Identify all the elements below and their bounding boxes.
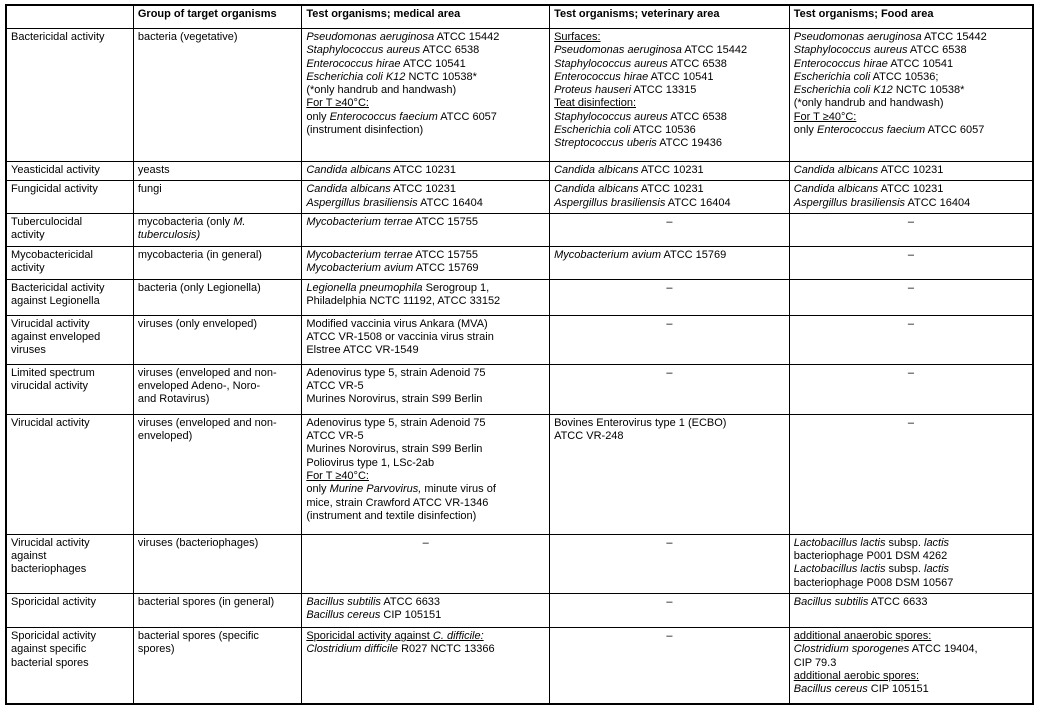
cell-food — [789, 279, 1033, 315]
cell-veterinary — [550, 628, 790, 704]
table-row — [6, 181, 1033, 214]
cell-activity — [6, 364, 133, 414]
cell-line: Sporicidal activity — [11, 596, 96, 609]
cell-line: Pseudomonas aeruginosa ATCC 15442 — [554, 44, 748, 57]
cell-line: Bacillus subtilis ATCC 6633 — [793, 596, 928, 609]
cell-line: Virucidal activity — [11, 536, 90, 549]
cell-line: enveloped) — [137, 430, 193, 443]
cell-line: Virucidal activity — [11, 416, 90, 429]
cell-line: Aspergillus brasiliensis ATCC 16404 — [306, 196, 483, 209]
cell-line: Pseudomonas aeruginosa ATCC 15442 — [306, 31, 500, 43]
cell-line: ATCC VR-5 — [306, 430, 364, 443]
table-row — [6, 29, 1033, 162]
cell-line: Bacillus cereus CIP 105151 — [306, 609, 442, 622]
cell-line: – — [666, 596, 673, 609]
cell-line: Pseudomonas aeruginosa ATCC 15442 — [793, 31, 987, 43]
cell-line: Surfaces: — [554, 31, 601, 43]
cell-line: activity — [11, 262, 45, 275]
header-row — [6, 5, 1033, 29]
cell-line: viruses (enveloped and non- — [137, 416, 277, 429]
header-cell-group: Group of target organisms — [133, 5, 301, 29]
cell-line: – — [907, 215, 914, 228]
cell-veterinary — [550, 246, 790, 279]
cell-activity — [6, 315, 133, 364]
table-row — [6, 315, 1033, 364]
cell-line: additional anaerobic spores: — [793, 630, 932, 643]
cell-veterinary — [550, 534, 790, 593]
cell-line: bacteria (vegetative) — [137, 31, 238, 43]
cell-line: Enterococcus hirae ATCC 10541 — [793, 57, 954, 70]
table-row — [6, 364, 1033, 414]
cell-veterinary — [550, 213, 790, 246]
cell-line: Staphylococcus aureus ATCC 6538 — [554, 57, 727, 70]
cell-line: Mycobactericidal — [11, 248, 93, 261]
cell-line: Sporicidal activity — [11, 630, 96, 643]
cell-line: For T ≥40°C: — [306, 97, 369, 110]
cell-line: Staphylococcus aureus ATCC 6538 — [554, 110, 727, 123]
table-row — [6, 414, 1033, 534]
cell-medical — [302, 315, 550, 364]
cell-food — [789, 181, 1033, 214]
cell-line: Mycobacterium terrae ATCC 15755 — [306, 248, 478, 261]
cell-line: Clostridium sporogenes ATCC 19404, — [793, 643, 978, 656]
cell-activity — [6, 181, 133, 214]
cell-line: Limited spectrum — [11, 366, 95, 379]
cell-line: against specific — [11, 643, 87, 656]
cell-food — [789, 315, 1033, 364]
cell-line: Murines Norovirus, strain S99 Berlin — [306, 393, 483, 406]
cell-activity — [6, 594, 133, 628]
cell-group — [133, 364, 301, 414]
cell-food — [789, 246, 1033, 279]
cell-line: Lactobacillus lactis subsp. lactis — [793, 563, 950, 576]
cell-medical — [302, 364, 550, 414]
cell-line: Lactobacillus lactis subsp. lactis — [793, 536, 950, 549]
cell-group — [133, 29, 301, 162]
cell-line: Candida albicans ATCC 10231 — [306, 164, 456, 176]
cell-food — [789, 534, 1033, 593]
cell-line: spores) — [137, 643, 175, 656]
cell-line: virucidal activity — [11, 380, 89, 393]
cell-line: (*only handrub and handwash) — [793, 97, 944, 110]
cell-line: Staphylococcus aureus ATCC 6538 — [793, 44, 967, 57]
cell-group — [133, 628, 301, 704]
cell-line: Mycobacterium avium ATCC 15769 — [306, 262, 479, 275]
cell-line: bacterial spores — [11, 656, 89, 669]
cell-line: Bacillus cereus CIP 105151 — [793, 683, 929, 696]
cell-line: Candida albicans ATCC 10231 — [793, 164, 944, 176]
cell-veterinary — [550, 279, 790, 315]
cell-line: bacterial spores (in general) — [137, 596, 275, 609]
table-row — [6, 534, 1033, 593]
cell-medical — [302, 594, 550, 628]
cell-food — [789, 364, 1033, 414]
cell-line: Virucidal activity — [11, 317, 90, 330]
cell-line: Bacillus subtilis ATCC 6633 — [306, 596, 441, 609]
cell-line: – — [666, 630, 673, 643]
cell-line: enveloped Adeno-, Noro- — [137, 380, 261, 393]
cell-line: Murines Norovirus, strain S99 Berlin — [306, 443, 483, 456]
cell-line: Teat disinfection: — [554, 97, 636, 110]
cell-group — [133, 279, 301, 315]
cell-line: against — [11, 550, 47, 563]
cell-line: activity — [11, 229, 45, 242]
cell-group — [133, 181, 301, 214]
cell-line: bacterial spores (specific — [137, 630, 259, 643]
cell-medical — [302, 628, 550, 704]
cell-line: viruses (only enveloped) — [137, 317, 258, 330]
cell-line: For T ≥40°C: — [306, 470, 369, 483]
cell-line: CIP 79.3 — [793, 656, 837, 669]
cell-group — [133, 246, 301, 279]
cell-line: Philadelphia NCTC 11192, ATCC 33152 — [306, 295, 501, 308]
test-organisms-table — [5, 4, 1034, 705]
cell-line: – — [907, 281, 914, 294]
cell-line: against enveloped — [11, 331, 101, 344]
table-row — [6, 246, 1033, 279]
cell-activity — [6, 279, 133, 315]
cell-line: Escherichia coli ATCC 10536; — [793, 70, 939, 83]
cell-medical — [302, 181, 550, 214]
cell-line: Tuberculocidal — [11, 215, 83, 228]
cell-veterinary — [550, 414, 790, 534]
cell-medical — [302, 246, 550, 279]
table-row — [6, 162, 1033, 181]
cell-line: (instrument disinfection) — [306, 124, 424, 137]
cell-group — [133, 162, 301, 181]
cell-veterinary — [550, 29, 790, 162]
cell-line: only Enterococcus faecium ATCC 6057 — [793, 124, 985, 137]
cell-line: Bactericidal activity — [11, 281, 105, 294]
cell-line: Staphylococcus aureus ATCC 6538 — [306, 44, 480, 57]
cell-line: ATCC VR-248 — [554, 430, 624, 443]
cell-line: Candida albicans ATCC 10231 — [793, 183, 944, 196]
cell-activity — [6, 414, 133, 534]
cell-line: Escherichia coli K12 NCTC 10538* — [793, 84, 965, 97]
cell-line: Poliovirus type 1, LSc-2ab — [306, 456, 435, 469]
cell-medical — [302, 534, 550, 593]
cell-line: viruses — [11, 344, 46, 357]
cell-activity — [6, 534, 133, 593]
cell-medical — [302, 213, 550, 246]
cell-medical — [302, 414, 550, 534]
cell-line: bacteriophage P001 DSM 4262 — [793, 550, 948, 563]
header-cell-veterinary: Test organisms; veterinary area — [550, 5, 790, 29]
cell-line: Bactericidal activity — [11, 31, 105, 43]
cell-veterinary — [550, 364, 790, 414]
cell-line: Fungicidal activity — [11, 183, 98, 196]
cell-food — [789, 594, 1033, 628]
cell-medical — [302, 29, 550, 162]
cell-group — [133, 213, 301, 246]
cell-activity — [6, 628, 133, 704]
cell-line: and Rotavirus) — [137, 393, 210, 406]
cell-line: Bovines Enterovirus type 1 (ECBO) — [554, 416, 727, 429]
cell-line: Adenovirus type 5, strain Adenoid 75 — [306, 366, 486, 379]
cell-line: against Legionella — [11, 295, 100, 308]
cell-food — [789, 414, 1033, 534]
cell-food — [789, 213, 1033, 246]
cell-line: – — [666, 536, 673, 549]
cell-line: mycobacteria (only M. — [137, 215, 246, 228]
cell-group — [133, 414, 301, 534]
cell-line: only Murine Parvovirus, minute virus of — [306, 483, 496, 496]
cell-activity — [6, 29, 133, 162]
cell-activity — [6, 213, 133, 246]
cell-line: Escherichia coli ATCC 10536 — [554, 124, 696, 137]
cell-line: ATCC VR-5 — [306, 380, 364, 393]
cell-line: Yeasticidal activity — [11, 164, 100, 176]
table-row — [6, 628, 1033, 704]
cell-line: Enterococcus hirae ATCC 10541 — [306, 57, 466, 70]
cell-line: bacteria (only Legionella) — [137, 281, 261, 294]
cell-activity — [6, 162, 133, 181]
cell-line: (instrument and textile disinfection) — [306, 509, 477, 522]
cell-food — [789, 29, 1033, 162]
cell-group — [133, 594, 301, 628]
cell-line: mice, strain Crawford ATCC VR-1346 — [306, 496, 489, 509]
table-row — [6, 279, 1033, 315]
cell-line: mycobacteria (in general) — [137, 248, 262, 261]
cell-line: fungi — [137, 183, 162, 196]
header-cell-medical: Test organisms; medical area — [302, 5, 550, 29]
cell-line: – — [907, 317, 914, 330]
cell-line: tuberculosis) — [137, 229, 201, 242]
cell-line: Clostridium difficile R027 NCTC 13366 — [306, 643, 495, 656]
cell-line: Mycobacterium avium ATCC 15769 — [554, 248, 727, 261]
cell-food — [789, 628, 1033, 704]
cell-line: – — [666, 317, 673, 330]
cell-food — [789, 162, 1033, 181]
cell-group — [133, 315, 301, 364]
cell-line: viruses (enveloped and non- — [137, 366, 277, 379]
cell-medical — [302, 279, 550, 315]
cell-line: – — [907, 366, 914, 379]
cell-medical — [302, 162, 550, 181]
cell-veterinary — [550, 594, 790, 628]
cell-line: Enterococcus hirae ATCC 10541 — [554, 70, 714, 83]
cell-line: yeasts — [137, 164, 170, 176]
table-row — [6, 594, 1033, 628]
cell-line: only Enterococcus faecium ATCC 6057 — [306, 110, 497, 123]
cell-line: Sporicidal activity against C. difficile: — [306, 630, 484, 643]
cell-veterinary — [550, 181, 790, 214]
cell-line: Candida albicans ATCC 10231 — [306, 183, 456, 196]
table-body — [6, 29, 1033, 704]
cell-line: ATCC VR-1508 or vaccinia virus strain — [306, 331, 494, 344]
cell-line: Escherichia coli K12 NCTC 10538* — [306, 70, 477, 83]
cell-line: bacteriophage P008 DSM 10567 — [793, 576, 954, 589]
cell-line: Aspergillus brasiliensis ATCC 16404 — [554, 196, 731, 209]
cell-line: Modified vaccinia virus Ankara (MVA) — [306, 317, 488, 330]
cell-line: Adenovirus type 5, strain Adenoid 75 — [306, 416, 486, 429]
cell-group — [133, 534, 301, 593]
cell-line: – — [422, 536, 429, 549]
cell-line: Legionella pneumophila Serogroup 1, — [306, 281, 490, 294]
header-cell-food: Test organisms; Food area — [789, 5, 1033, 29]
cell-line: Elstree ATCC VR-1549 — [306, 344, 419, 357]
cell-line: – — [666, 281, 673, 294]
cell-line: Candida albicans ATCC 10231 — [554, 183, 704, 196]
cell-activity — [6, 246, 133, 279]
table-row — [6, 213, 1033, 246]
cell-line: bacteriophages — [11, 563, 87, 576]
cell-line: (*only handrub and handwash) — [306, 84, 457, 97]
cell-line: – — [666, 366, 673, 379]
cell-line: – — [907, 416, 914, 429]
cell-line: Streptococcus uberis ATCC 19436 — [554, 137, 723, 150]
cell-line: Proteus hauseri ATCC 13315 — [554, 84, 697, 97]
cell-veterinary — [550, 315, 790, 364]
cell-line: Mycobacterium terrae ATCC 15755 — [306, 215, 478, 228]
cell-line: Aspergillus brasiliensis ATCC 16404 — [793, 196, 971, 209]
cell-line: Candida albicans ATCC 10231 — [554, 164, 704, 176]
cell-veterinary — [550, 162, 790, 181]
header-cell-activity — [6, 5, 133, 29]
cell-line: additional aerobic spores: — [793, 669, 920, 682]
cell-line: For T ≥40°C: — [793, 110, 857, 123]
cell-line: – — [666, 215, 673, 228]
cell-line: – — [907, 248, 914, 261]
cell-line: viruses (bacteriophages) — [137, 536, 259, 549]
